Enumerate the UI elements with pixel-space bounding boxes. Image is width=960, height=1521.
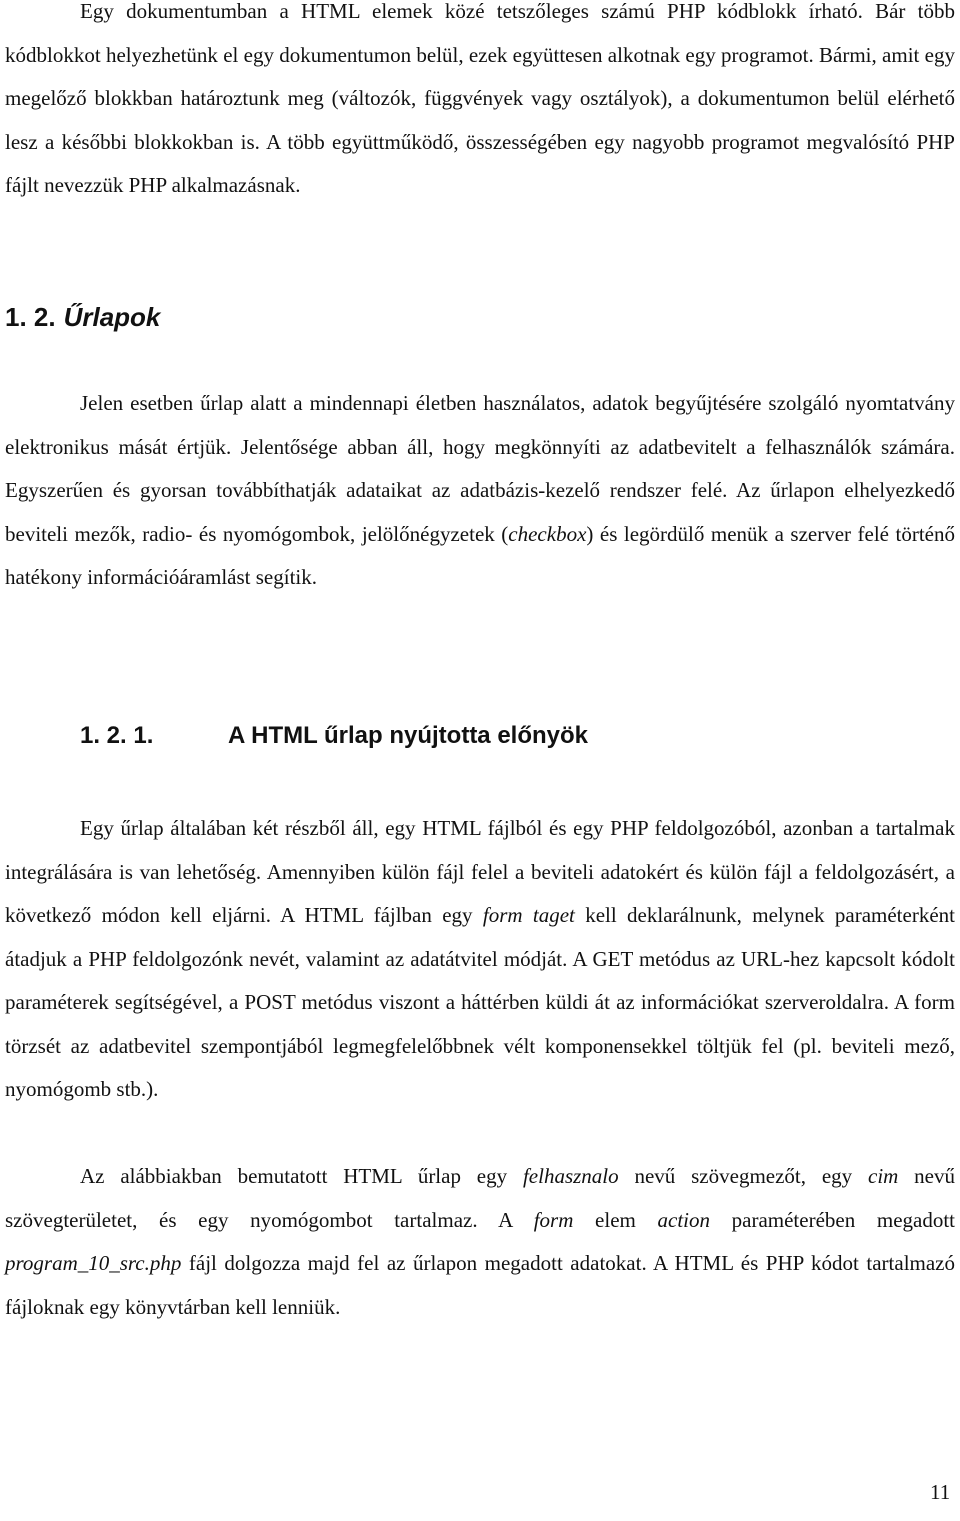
intro-paragraph: Egy dokumentumban a HTML elemek közé tetszőleges számú PHP kódblokk írható. Bár több kódblokkot helyezhetünk el egy dokumentumon belül, ezek együttesen alkotnak egy programot. Bármi, amit egy megelőző blokkban határoztunk meg (változók, függvények vagy osztályok), a dokumentumon belül elérhető lesz a későbbi blokkokban is. A több együttműködő, összességében egy nagyobb programot megvalósító PHP fájlt nevezzük PHP alkalmazásnak. (5, 0, 955, 197)
text-run: fájl dolgozza majd fel az űrlapon megadott adatokat. A HTML és PHP kódot tartalmazó fájloknak egy könyvtárban kell lenniük. (5, 1251, 955, 1319)
italic-term: cim (868, 1164, 899, 1188)
italic-term: program_10_src.php (5, 1251, 182, 1275)
section-title: Űrlapok (63, 302, 161, 332)
italic-term: form (533, 1207, 574, 1232)
form-example-paragraph (5, 1155, 955, 1329)
italic-term: felhasznalo (522, 1164, 619, 1188)
text-run: elem (573, 1207, 658, 1232)
text-run: nevű szövegterületet, és egy nyomógombot tartalmaz. A (5, 1164, 956, 1232)
text-run: Egy űrlap általában két részből áll, egy HTML fájlból és egy PHP feldolgozóból, azonban a tartalmak integrálására is van lehetőség. Amennyiben külön fájl felel a beviteli adatokért és külön fájl a feldolgozásért, a következő módon kell eljárni. A HTML fájlban egy (5, 816, 955, 927)
subsection-heading (80, 722, 588, 750)
subsection-number: 1. 2. 1. (80, 722, 154, 749)
urlap-paragraph (5, 382, 955, 600)
text-run: ) és legördülő menük a szerver felé történő hatékony információáramlást segítik. (5, 521, 955, 589)
page-number: 11 (930, 1480, 951, 1504)
section-number: 1. 2. (5, 302, 56, 332)
text-run: Az alábbiakban bemutatott HTML űrlap egy (80, 1164, 523, 1188)
italic-term: checkbox (508, 521, 587, 546)
text-run: Jelen esetben űrlap alatt a mindennapi életben használatos, adatok begyűjtésére szolgáló nyomtatvány elektronikus mását értjük. Jelentősége abban áll, hogy megkönnyíti az adatbevitelt a felhasználók számára. Egyszerűen és gyorsan továbbíthatják adataikat az adatbázis-kezelő rendszer felé. Az űrlapon elhelyezkedő beviteli mezők, radio- és nyomógombok, jelölőnégyzetek ( (5, 391, 955, 546)
italic-term: action (657, 1207, 710, 1232)
text-run: paraméterében megadott (710, 1207, 956, 1232)
form-intro-paragraph (5, 807, 955, 1112)
text-run: nevű szövegmezőt, egy (618, 1164, 869, 1188)
text-run: kell deklarálnunk, melynek paraméterként átadjuk a PHP feldolgozónk nevét, valamint az adatátvitel módját. A GET metódus az URL-hez kapcsolt kódolt paraméterek segítségével, a POST metódus viszont a háttérben küldi át az információkat szerveroldalra. A form törzsét az adatbevitel szempontjából legmegfelelőbbnek vélt komponensekkel töltjük fel (pl. beviteli mező, nyomógomb stb.). (5, 903, 955, 1101)
section-heading (5, 302, 160, 333)
subsection-title: A HTML űrlap nyújtotta előnyök (228, 722, 589, 749)
italic-term: form taget (482, 903, 575, 927)
